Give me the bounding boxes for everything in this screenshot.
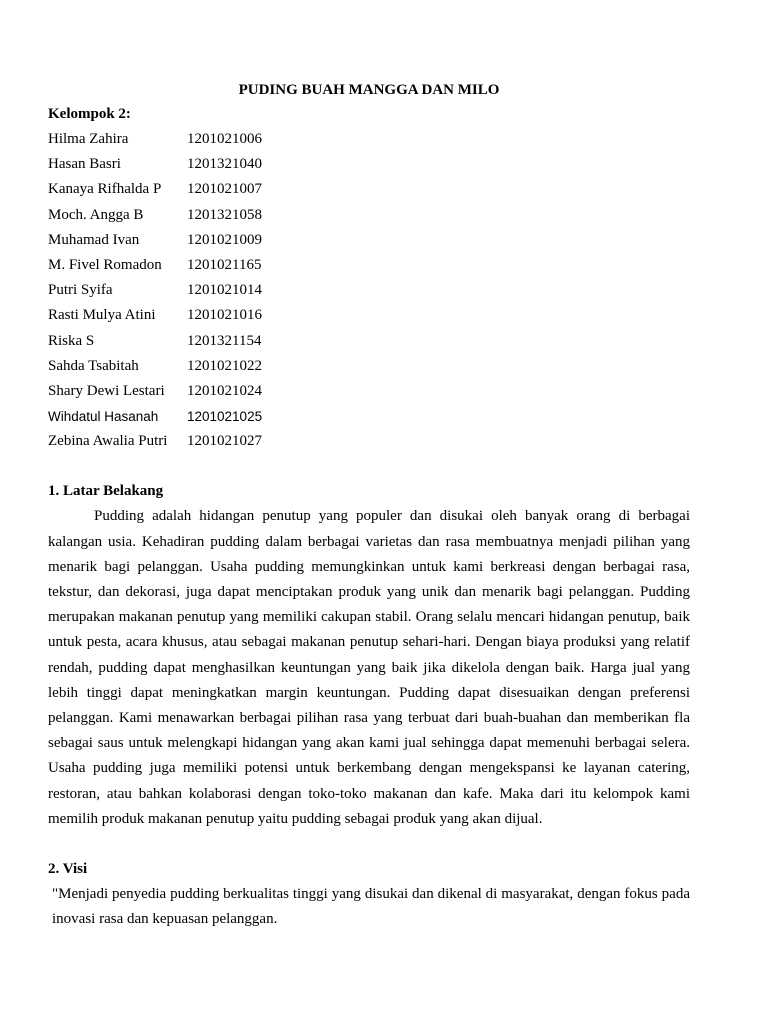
member-row — [48, 253, 690, 278]
member-row — [48, 228, 690, 253]
member-name: Hasan Basri — [48, 156, 121, 173]
member-nim: 1201021007 — [187, 181, 262, 198]
section-body-visi: "Menjadi penyedia pudding berkualitas tinggi yang disukai dan dikenal di masyarakat, dengan fokus pada inovasi rasa dan kepuasan pelanggan. — [52, 886, 690, 928]
member-name: Moch. Angga B — [48, 206, 144, 223]
member-nim: 1201021024 — [187, 382, 262, 399]
member-nim: 1201321058 — [187, 206, 262, 223]
member-list — [48, 127, 690, 454]
member-row — [48, 429, 690, 454]
member-nim: 1201021027 — [187, 433, 262, 450]
member-nim: 1201321154 — [187, 332, 262, 349]
member-row — [48, 303, 690, 328]
spacer — [48, 832, 690, 857]
member-name: Shary Dewi Lestari — [48, 382, 165, 399]
member-nim: 1201321040 — [187, 156, 262, 173]
member-name: Sahda Tsabitah — [48, 357, 139, 374]
member-name: Zebina Awalia Putri — [48, 433, 168, 450]
document-page — [48, 78, 690, 932]
member-nim: 1201021165 — [187, 256, 262, 273]
member-nim: 1201021016 — [187, 307, 262, 324]
member-nim: 1201021006 — [187, 131, 262, 147]
member-row — [48, 127, 690, 152]
member-nim: 1201021025 — [187, 409, 263, 425]
document-title: PUDING BUAH MANGGA DAN MILO — [238, 82, 500, 98]
member-name: Rasti Mulya Atini — [48, 307, 156, 324]
member-row — [48, 152, 690, 177]
member-row — [48, 379, 690, 404]
member-row — [48, 329, 690, 354]
section-heading-visi: 2. Visi — [48, 861, 88, 878]
member-name: Riska S — [48, 332, 95, 349]
member-nim: 1201021022 — [187, 357, 262, 374]
member-row — [48, 278, 690, 303]
member-row — [48, 354, 690, 379]
member-name: M. Fivel Romadon — [48, 256, 162, 273]
spacer — [48, 454, 690, 479]
member-nim: 1201021014 — [187, 282, 262, 299]
member-nim: 1201021009 — [187, 231, 262, 248]
member-row — [48, 404, 690, 429]
group-heading: Kelompok 2: — [48, 106, 131, 122]
member-row — [48, 177, 690, 202]
section-body-latar-belakang: Pudding adalah hidangan penutup yang populer dan disukai oleh banyak orang di berbagai kalangan usia. Kehadiran pudding dalam berbagai varietas dan rasa membuatnya menjadi pilihan yang menarik bagi pelanggan. Usaha pudding memungkinkan untuk kami berkreasi dengan berbagai rasa, tekstur, dan dekorasi, juga dapat menciptakan produk yang unik dan menarik bagi pelanggan. Pudding merupakan makanan penutup yang memiliki cakupan stabil. Orang selalu mencari hidangan penutup, baik untuk pesta, acara khusus, atau sebagai makanan penutup sehari-hari. Dengan biaya produksi yang relatif rendah, pudding dapat menghasilkan keuntungan yang baik jika dikelola dengan baik. Harga jual yang lebih tinggi dapat meningkatkan margin keuntungan. Pudding dapat disesuaikan dengan preferensi pelanggan. Kami menawarkan berbagai pilihan rasa yang terbuat dari buah-buahan dan memberikan fla sebagai saus untuk melengkapi hidangan yang akan kami jual sehingga dapat memenuhi berbagai selera. Usaha pudding juga memiliki potensi untuk berkembang dengan mengekspansi ke layanan catering, restoran, atau bahkan kolaborasi dengan toko-toko makanan dan kafe. Maka dari itu kelompok kami memilih produk makanan penutup yaitu pudding sebagai produk yang akan dijual. — [48, 508, 690, 827]
member-row — [48, 203, 690, 228]
member-name: Hilma Zahira — [48, 131, 129, 147]
member-name: Putri Syifa — [48, 282, 113, 299]
member-name: Wihdatul Hasanah — [48, 409, 159, 425]
section-heading-latar-belakang: 1. Latar Belakang — [48, 483, 164, 500]
member-name: Muhamad Ivan — [48, 231, 140, 248]
member-name: Kanaya Rifhalda P — [48, 181, 162, 198]
